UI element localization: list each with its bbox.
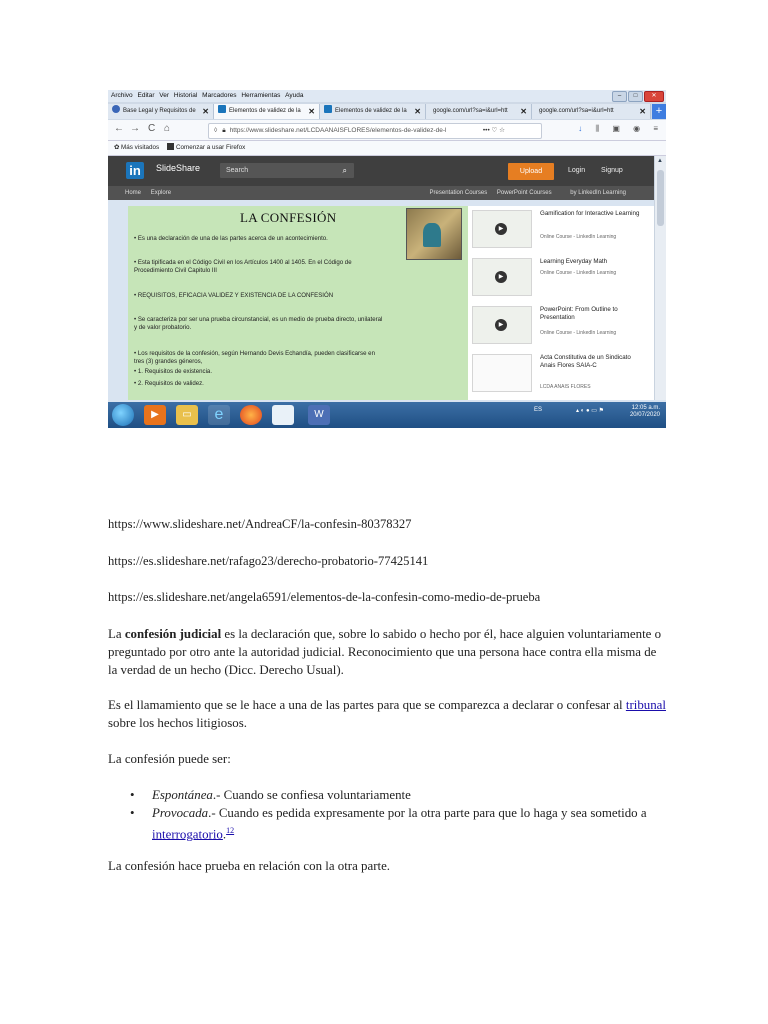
- play-icon: ▶: [495, 319, 507, 331]
- slide-bullet: • 1. Requisitos de existencia.: [134, 368, 213, 375]
- tab-close-icon[interactable]: ✕: [202, 107, 209, 116]
- home-icon[interactable]: ⌂: [164, 123, 171, 134]
- linkedin-logo-icon[interactable]: in: [126, 162, 144, 179]
- page-scrollbar[interactable]: [654, 156, 666, 400]
- tab-close-icon[interactable]: ✕: [520, 107, 527, 116]
- related-subtitle: Online Course - LinkedIn Learning: [540, 234, 617, 240]
- windows-taskbar: [108, 402, 666, 428]
- search-icon[interactable]: ⌕: [342, 166, 347, 175]
- course-thumbnail: [472, 306, 532, 344]
- scrollbar-thumb[interactable]: [657, 170, 664, 226]
- nav-home[interactable]: Home: [125, 190, 142, 196]
- paragraph-definition: La confesión judicial es la declaración que, sobre lo sabido o hecho por él, hace alguien voluntariamente o preguntado por otro ante la autoridad judicial. Reconocimiento que una persona hace contra ella misma de la verdad de un hecho (Dicc. Derecho Usual).: [108, 627, 662, 677]
- related-subtitle: Online Course - LinkedIn Learning: [540, 270, 617, 276]
- folder-icon[interactable]: ▭: [176, 405, 198, 425]
- app-icon[interactable]: [272, 405, 294, 425]
- menu-editar[interactable]: Editar: [137, 92, 155, 99]
- paragraph-intro-list: La confesión puede ser:: [108, 752, 231, 766]
- media-player-icon[interactable]: ▶: [144, 405, 166, 425]
- linkedin-icon: [218, 105, 226, 113]
- bookmark-icon: [167, 143, 174, 150]
- course-thumbnail: [472, 258, 532, 296]
- slideshare-search-input[interactable]: Search ⌕: [220, 163, 354, 178]
- nav-bar: [108, 120, 666, 141]
- address-bar[interactable]: ◊ 🔒︎ https://www.slideshare.net/LCDAANAISFLORES/elementos-de-validez-de-l ••• ♡ ☆: [208, 123, 542, 139]
- tab-close-icon[interactable]: ✕: [308, 107, 315, 116]
- sidebar-icon[interactable]: ▣: [612, 124, 620, 133]
- tab-bar: [108, 102, 666, 120]
- bookmark-firefox[interactable]: Comenzar a usar Firefox: [167, 144, 245, 151]
- paragraph-conclusion: La confesión hace prueba en relación con la otra parte.: [108, 859, 391, 873]
- slide-bullet: • 2. Requisitos de validez.: [134, 380, 204, 387]
- tab-5[interactable]: google.com/url?sa=i&url=htt ✕: [532, 104, 651, 119]
- slide-bullet: Procedimiento Civil Capitulo III: [134, 267, 217, 274]
- related-item[interactable]: [468, 352, 648, 400]
- scroll-up-icon[interactable]: ▲: [657, 158, 663, 164]
- firefox-icon[interactable]: [240, 405, 262, 425]
- window-controls: [612, 91, 664, 101]
- login-link[interactable]: Login: [568, 167, 586, 174]
- more-icon[interactable]: ••• ♡ ☆: [482, 127, 505, 134]
- minimize-icon[interactable]: –: [612, 91, 627, 102]
- upload-button[interactable]: Upload: [508, 163, 554, 180]
- menu-bar: [108, 90, 666, 102]
- related-item[interactable]: [468, 256, 648, 304]
- confession-types-list: [108, 786, 668, 843]
- slide-bullet: tres (3) grandes géneros,: [134, 358, 203, 365]
- list-item: • Espontánea.- Cuando se confiesa voluntariamente: [108, 786, 668, 804]
- site-icon: [112, 105, 120, 113]
- menu-herramientas[interactable]: Herramientas: [241, 92, 281, 99]
- bookmarks-bar: [108, 141, 666, 156]
- related-title: Acta Constitutiva de un Sindicato Anais Flores SAIA-C: [540, 354, 631, 369]
- reference-link: https://es.slideshare.net/angela6591/elementos-de-la-confesin-como-medio-de-prueba: [108, 590, 541, 604]
- close-icon[interactable]: ✕: [644, 91, 664, 102]
- maximize-icon[interactable]: □: [628, 91, 643, 102]
- slideshare-brand[interactable]: SlideShare: [156, 163, 201, 173]
- clock[interactable]: 12:05 a.m. 20/07/2020: [629, 405, 660, 418]
- signup-link[interactable]: Signup: [601, 167, 623, 174]
- reference-link: https://es.slideshare.net/rafago23/derecho-probatorio-77425141: [108, 554, 429, 568]
- related-subtitle: LCDA ANAIS FLORES: [540, 384, 591, 390]
- nav-presentation-courses[interactable]: Presentation Courses: [429, 190, 488, 196]
- toolbar-icons: [567, 124, 658, 134]
- tab-4[interactable]: google.com/url?sa=i&url=htt ✕: [426, 104, 532, 119]
- related-subtitle: Online Course - LinkedIn Learning: [540, 330, 617, 336]
- slideshare-subnav: [108, 186, 654, 200]
- nav-powerpoint-courses[interactable]: PowerPoint Courses: [496, 190, 552, 196]
- slide-photo: [406, 208, 462, 260]
- slideshare-header: [108, 156, 654, 186]
- play-icon: ▶: [495, 271, 507, 283]
- tab-close-icon[interactable]: ✕: [414, 107, 421, 116]
- library-icon[interactable]: ⫼: [595, 124, 600, 133]
- bold-term: confesión judicial: [124, 627, 222, 641]
- menu-historial[interactable]: Historial: [173, 92, 198, 99]
- footnote-link[interactable]: 12: [226, 826, 235, 835]
- embedded-screenshot: [108, 90, 666, 428]
- slide-bullet: • Es una declaración de una de las partes acerca de un acontecimiento.: [134, 235, 328, 242]
- paragraph-llamamiento: Es el llamamiento que se le hace a una de las partes para que se comparezca a declarar o confesar al tribunal sobre los hechos litigiosos.: [108, 698, 666, 730]
- account-icon[interactable]: ◉: [633, 124, 641, 133]
- menu-ver[interactable]: Ver: [159, 92, 170, 99]
- back-icon[interactable]: ←: [114, 123, 124, 134]
- tab-1[interactable]: Base Legal y Requisitos de ✕: [108, 104, 214, 119]
- download-icon[interactable]: ↓: [578, 124, 583, 133]
- menu-ayuda[interactable]: Ayuda: [285, 92, 304, 99]
- tab-3[interactable]: Elementos de validez de la ✕: [320, 104, 426, 119]
- tribunal-link[interactable]: tribunal: [625, 698, 666, 712]
- list-item: • Provocada.- Cuando es pedida expresamente por la otra parte para que lo haga y sea sometido a interrogatorio.$^{12}$: [108, 804, 668, 843]
- menu-icon[interactable]: ≡: [653, 124, 658, 133]
- tray-icons[interactable]: ▴ ◐ ● ▭ ⚑: [576, 408, 604, 414]
- related-item[interactable]: [468, 208, 648, 256]
- nav-linkedin-learning[interactable]: by LinkedIn Learning: [570, 190, 626, 196]
- related-title: PowerPoint: From Outline to Presentation: [540, 306, 618, 321]
- word-icon[interactable]: W: [308, 405, 330, 425]
- start-button-icon[interactable]: [112, 404, 134, 426]
- nav-explore[interactable]: Explore: [150, 190, 172, 196]
- slide-bullet: • Los requisitos de la confesión, según Hernando Devis Echandía, pueden clasificarse en: [134, 350, 375, 357]
- play-icon: ▶: [495, 223, 507, 235]
- menu-marcadores[interactable]: Marcadores: [202, 92, 237, 99]
- document-thumbnail: [472, 354, 532, 392]
- bookmark-most-visited[interactable]: ✿ Más visitados: [114, 144, 160, 151]
- related-title: Learning Everyday Math: [540, 258, 608, 265]
- presentation-slide[interactable]: [128, 206, 476, 400]
- course-thumbnail: [472, 210, 532, 248]
- new-tab-icon[interactable]: +: [652, 104, 666, 119]
- forward-icon[interactable]: →: [130, 123, 140, 134]
- slide-title: LA CONFESIÓN: [240, 210, 337, 225]
- menu-archivo[interactable]: Archivo: [111, 92, 133, 99]
- slide-bullet: • Esta tipificada en el Código Civil en los Artículos 1400 al 1405. En el Código de: [134, 259, 352, 266]
- shield-icon: ◊: [214, 127, 218, 134]
- linkedin-icon: [324, 105, 332, 113]
- slide-bullet: y de valor probatorio.: [134, 324, 192, 331]
- reference-link: https://www.slideshare.net/AndreaCF/la-confesin-80378327: [108, 517, 412, 531]
- interrogatorio-link[interactable]: interrogatorio: [152, 827, 223, 842]
- lock-icon: 🔒︎: [222, 127, 226, 134]
- slide-bullet: • REQUISITOS, EFICACIA VALIDEZ Y EXISTENCIA DE LA CONFESIÓN: [134, 292, 334, 299]
- related-title: Gamification for Interactive Learning: [540, 210, 640, 217]
- related-item[interactable]: [468, 304, 648, 352]
- internet-explorer-icon[interactable]: e: [208, 405, 230, 425]
- reload-icon[interactable]: C: [148, 123, 156, 134]
- tab-close-icon[interactable]: ✕: [639, 107, 646, 116]
- slide-bullet: • Se caracteriza por ser una prueba circunstancial, es un medio de prueba directo, unilateral: [134, 316, 383, 323]
- tab-2[interactable]: Elementos de validez de la ✕: [214, 104, 320, 119]
- language-indicator[interactable]: ES: [533, 407, 542, 413]
